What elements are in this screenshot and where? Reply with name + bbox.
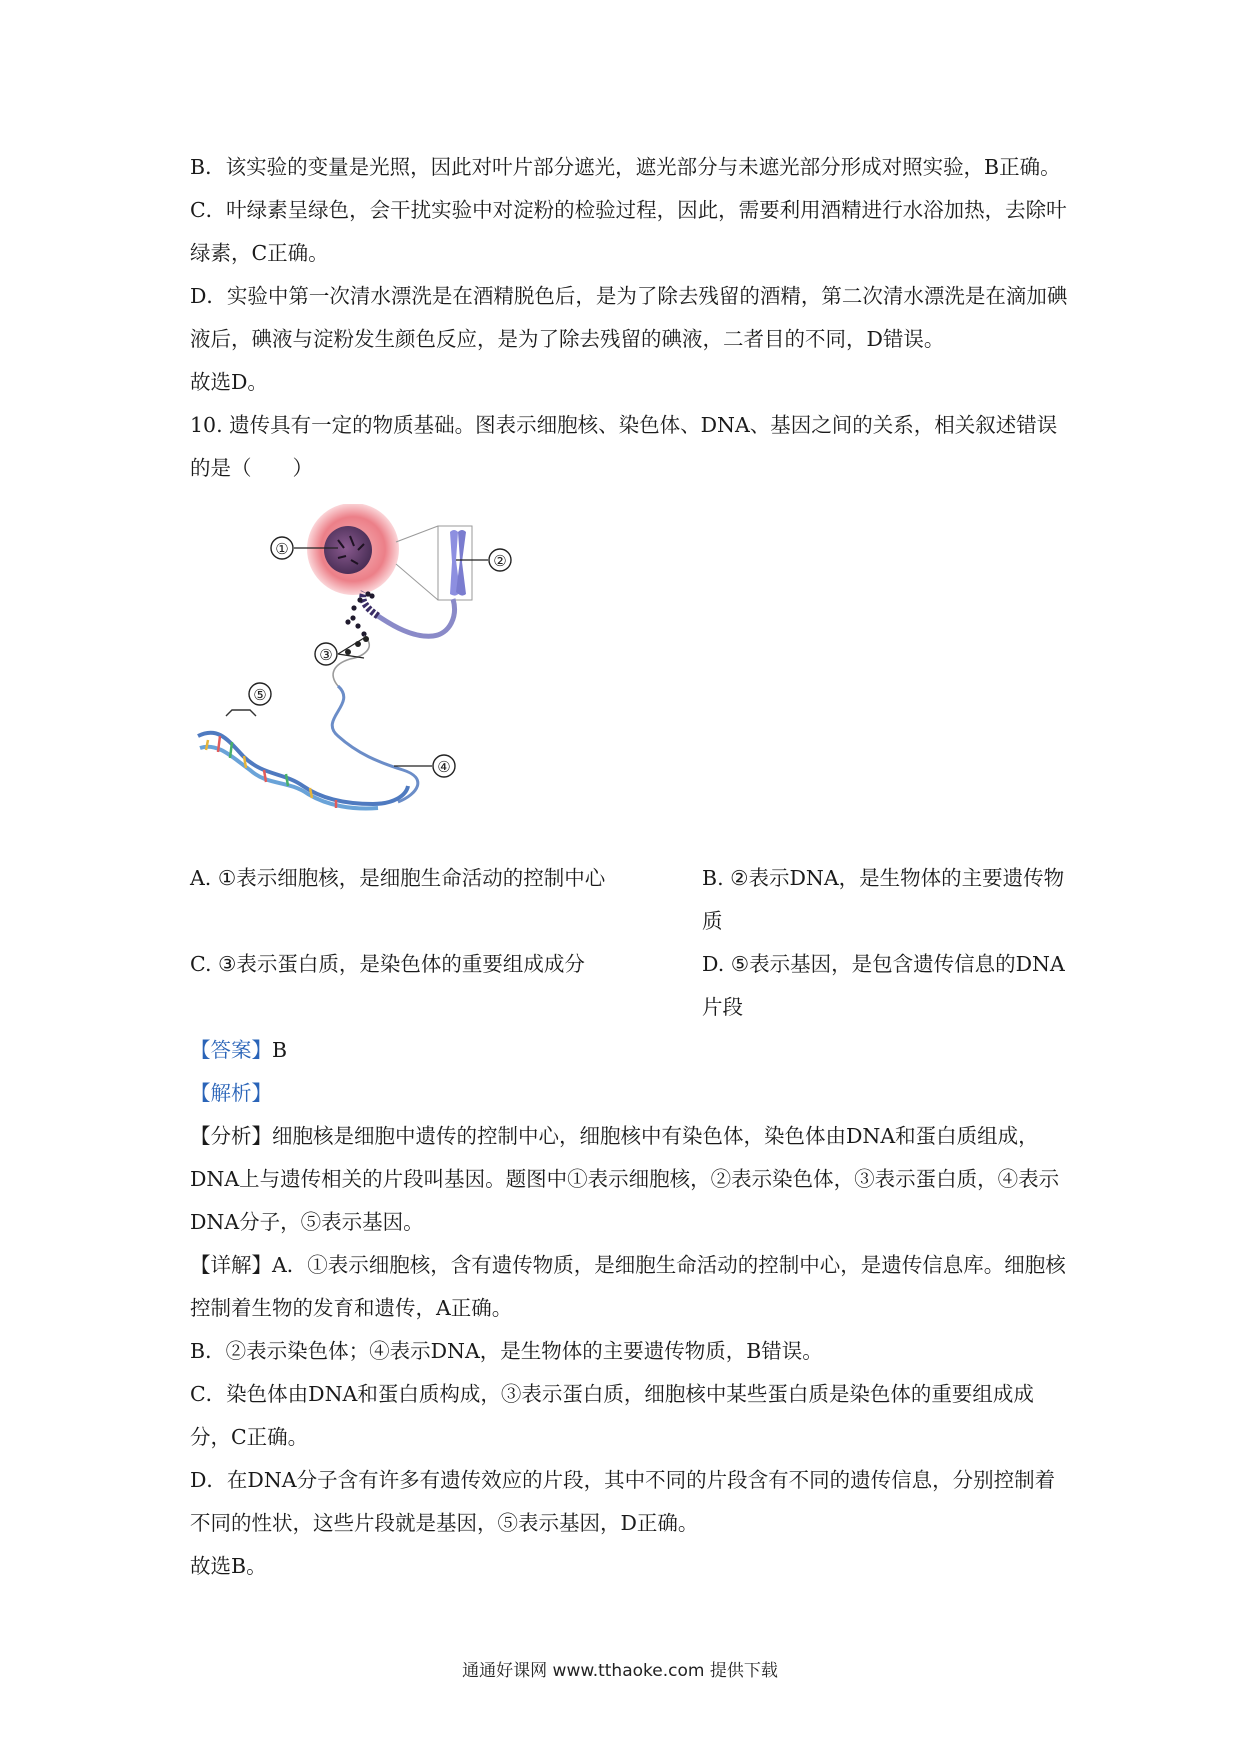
nucleus-shape [324,526,372,574]
detail-a: 【详解】A．①表示细胞核，含有遗传物质，是细胞生命活动的控制中心，是遗传信息库。细胞核控制着生物的发育和遗传，A正确。 [190,1253,1066,1320]
detail-b: B．②表示染色体；④表示DNA，是生物体的主要遗传物质，B错误。 [190,1339,823,1363]
option-b: B. ②表示DNA，是生物体的主要遗传物质 [702,866,1065,933]
options-row-2 [190,943,1070,1029]
detail-c: C．染色体由DNA和蛋白质构成，③表示蛋白质，细胞核中某些蛋白质是染色体的重要组成成分，C正确。 [190,1382,1034,1449]
option-c: C. ③表示蛋白质，是染色体的重要组成成分 [190,952,585,976]
final-answer: 故选B。 [190,1554,267,1578]
answer-tag: 【答案】 [190,1038,272,1062]
analysis-tag: 【解析】 [190,1081,272,1105]
option-b-explanation: B．该实验的变量是光照，因此对叶片部分遮光，遮光部分与未遮光部分形成对照实验，B正确。 [190,155,1061,179]
options-row-1 [190,857,1070,943]
analysis-text: 【分析】细胞核是细胞中遗传的控制中心，细胞核中有染色体，染色体由DNA和蛋白质组成，DNA上与遗传相关的片段叫基因。题图中①表示细胞核，②表示染色体，③表示蛋白质，④表示DNA分子，⑤表示基因。 [190,1124,1060,1234]
previous-conclusion: 故选D。 [190,370,268,394]
genetics-diagram [188,504,588,849]
label-1: ① [275,540,289,558]
gene-bracket [226,710,256,716]
answer-value: B [272,1038,288,1062]
page-footer: 通通好课网 www.tthaoke.com 提供下载 [462,1661,778,1681]
detail-d: D．在DNA分子含有许多有遗传效应的片段，其中不同的片段含有不同的遗传信息，分别控制着不同的性状，这些片段就是基因，⑤表示基因，D正确。 [190,1468,1056,1535]
option-a: A. ①表示细胞核，是细胞生命活动的控制中心 [190,866,606,890]
question-stem: 10. 遗传具有一定的物质基础。图表示细胞核、染色体、DNA、基因之间的关系，相关叙述错误的是（ ） [190,413,1058,480]
label-4: ④ [437,758,451,776]
page-content [190,146,1070,1588]
option-d: D. ⑤表示基因，是包含遗传信息的DNA片段 [702,952,1065,1019]
label-3: ③ [319,646,333,664]
option-d-explanation: D．实验中第一次清水漂洗是在酒精脱色后，是为了除去残留的酒精，第二次清水漂洗是在滴加碘液后，碘液与淀粉发生颜色反应，是为了除去残留的碘液，二者目的不同，D错误。 [190,284,1068,351]
dna-helix [198,686,418,808]
answer-line [190,1029,1070,1072]
label-5: ⑤ [253,686,267,704]
option-c-explanation: C．叶绿素呈绿色，会干扰实验中对淀粉的检验过程，因此，需要利用酒精进行水浴加热，去除叶绿素，C正确。 [190,198,1067,265]
chromatin-fiber [333,591,454,686]
genetics-figure [188,504,588,849]
label-2: ② [493,552,507,570]
chromosome-shape [450,530,466,596]
